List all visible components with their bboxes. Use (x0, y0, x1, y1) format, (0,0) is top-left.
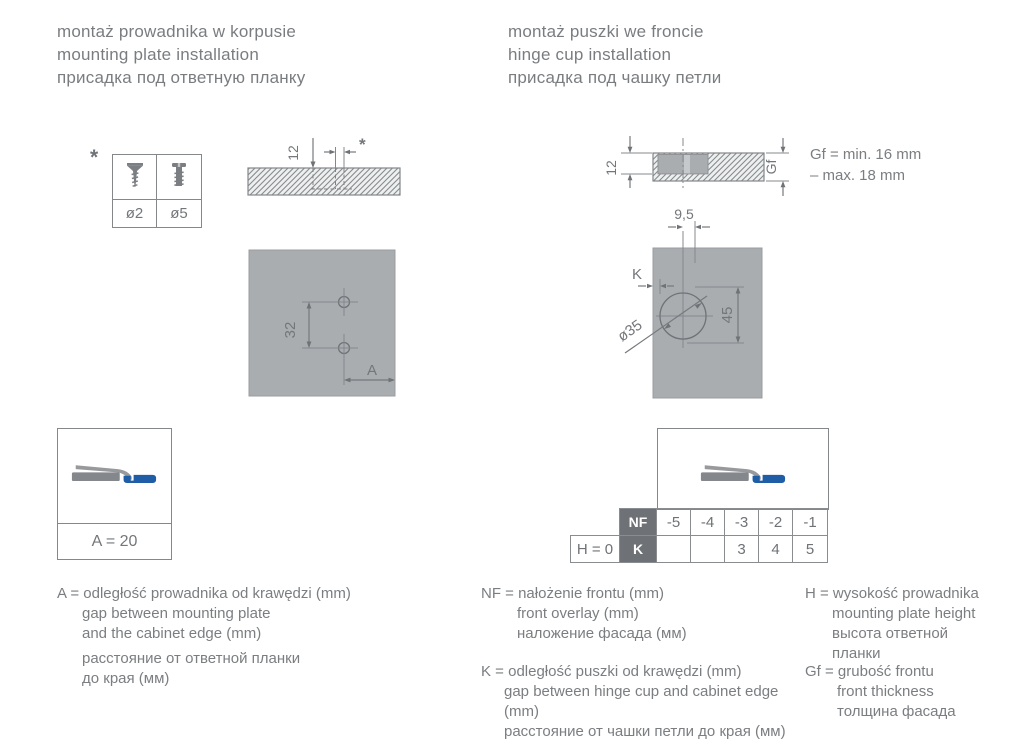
edge-distance-value: A = 20 (91, 533, 138, 550)
cup-depth-label: 12 (603, 160, 619, 176)
k-value-cell: 4 (759, 536, 793, 563)
gf-note-line: Gf = min. 16 mm (810, 146, 922, 163)
screw-size-table (112, 154, 202, 228)
center-offset-label: 9,5 (674, 206, 694, 222)
legend-k (481, 662, 811, 742)
countersunk-screw-icon (113, 155, 157, 200)
left-section-title (57, 20, 305, 89)
k-value-cell (691, 536, 725, 563)
mounting-plate-result-box (57, 428, 172, 560)
legend-line: and the cabinet edge (mm) (82, 625, 262, 642)
cabinet-side-cross-section-diagram (240, 128, 420, 200)
screw-diameter-label: ø2 (113, 200, 157, 227)
legend-line: расстояние от ответной планки (82, 650, 301, 667)
nf-header-cell: NF (620, 509, 657, 536)
pan-head-screw-icon (157, 155, 201, 200)
nf-value-cell: -4 (691, 509, 725, 536)
edge-gap-label: K (631, 266, 643, 283)
title-line-en: mounting plate installation (57, 45, 259, 64)
result-box-divider (58, 523, 171, 524)
mounting-plate-shape (701, 472, 749, 481)
k-value-cell (657, 536, 691, 563)
legend-line: высота ответной (832, 625, 949, 642)
legend-line: NF = nałożenie frontu (mm) (481, 585, 664, 602)
title-line-ru: присадка под чашку петли (508, 68, 722, 87)
title-line-en: hinge cup installation (508, 45, 672, 64)
legend-line: mounting plate height (832, 605, 976, 622)
legend-line: расстояние от чашки петли до края (мм) (504, 723, 786, 740)
nf-value-cell: -5 (657, 509, 691, 536)
table-row-nf (571, 509, 828, 536)
legend-line: K = odległość puszki od krawędzi (mm) (481, 663, 742, 680)
hinge-side-view-illustration (70, 456, 158, 486)
cup-diameter-label: ø35 (614, 316, 646, 346)
gf-note-line: – max. 18 mm (810, 167, 906, 184)
legend-line: front overlay (mm) (517, 605, 639, 622)
screw-pitch-label: 45 (719, 306, 736, 324)
legend-line: gap between mounting plate (82, 605, 271, 622)
legend-line: планки (832, 645, 881, 662)
nf-value-cell: -2 (759, 509, 793, 536)
pilot-hole-asterisk-label: * (359, 135, 366, 154)
nf-value-cell: -3 (725, 509, 759, 536)
edge-distance-label: A (367, 362, 378, 379)
title-line-pl: montaż prowadnika w korpusie (57, 22, 296, 41)
table-spacer-cell (571, 509, 620, 536)
title-line-pl: montaż puszki we froncie (508, 22, 704, 41)
front-panel-cross-section-diagram (600, 130, 800, 196)
front-panel-face (653, 248, 762, 398)
front-panel-shape (124, 475, 157, 483)
legend-line: H = wysokość prowadnika (805, 585, 979, 602)
hinge-side-view-illustration (699, 456, 787, 486)
front-panel-shape (753, 475, 786, 483)
legend-line: наложение фасада (мм) (517, 625, 687, 642)
legend-line: толщина фасада (837, 703, 956, 720)
nf-value-cell: -1 (793, 509, 828, 536)
legend-gf (805, 662, 1005, 722)
k-header-cell: K (620, 536, 657, 563)
legend-h (805, 584, 1005, 664)
h-value-cell: H = 0 (571, 536, 620, 563)
legend-line: до края (мм) (82, 670, 170, 687)
legend-nf (481, 584, 811, 644)
legend-a (57, 584, 407, 689)
title-line-ru: присадка под ответную планку (57, 68, 306, 87)
hole-pitch-label: 32 (282, 321, 299, 339)
mounting-plate-drilling-diagram (240, 242, 410, 402)
table-row-k (571, 536, 828, 563)
overlay-illustration-box (657, 428, 829, 510)
cabinet-panel-hatched (248, 168, 400, 195)
overlay-gap-table (570, 508, 828, 563)
legend-line: A = odległość prowadnika od krawędzi (mm) (57, 585, 351, 602)
mounting-plate-shape (72, 472, 120, 481)
legend-line: front thickness (837, 683, 934, 700)
screw-diameter-label: ø5 (170, 205, 188, 222)
drill-depth-label: 12 (285, 145, 301, 161)
front-thickness-label: Gf (763, 159, 779, 175)
k-value-cell: 5 (793, 536, 828, 563)
legend-line: gap between hinge cup and cabinet edge (mm) (504, 683, 779, 720)
front-thickness-note (810, 144, 921, 186)
k-value-cell: 3 (725, 536, 759, 563)
legend-line: Gf = grubość frontu (805, 663, 934, 680)
screw-table-asterisk: * (90, 146, 99, 169)
right-section-title (508, 20, 721, 89)
hinge-cup-drilling-diagram (610, 205, 790, 410)
